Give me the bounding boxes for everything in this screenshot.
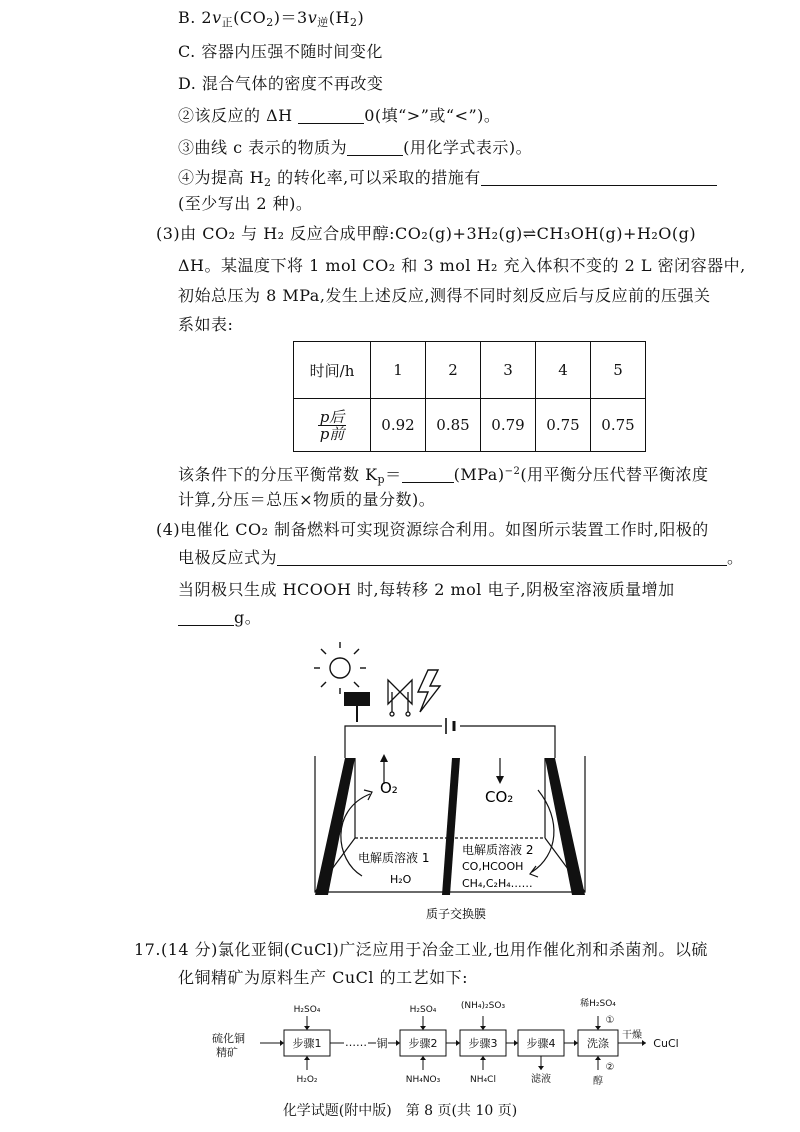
item-4-text-a: ④为提高 H xyxy=(178,168,265,187)
step-2-input-bottom: NH₄NO₃ xyxy=(405,1075,441,1085)
co2-label: CO₂ xyxy=(485,788,514,806)
raw-material-label-1: 硫化铜 xyxy=(212,1032,245,1045)
item-4: ④为提高 $H_2$ 的转化率,可以采取的措施有 xyxy=(178,166,717,195)
item-3 xyxy=(178,136,532,160)
lightning-icon xyxy=(418,670,440,712)
answer-blank[interactable] xyxy=(481,167,717,186)
step-1-input-bottom: H₂O₂ xyxy=(296,1075,318,1085)
q17-line1: 17.(14 分)氯化亚铜(CuCl)广泛应用于冶金工业,也用作催化剂和杀菌剂。以硫 xyxy=(134,940,708,959)
circulation-arrow xyxy=(532,790,554,872)
table-header-ratio xyxy=(294,399,371,452)
o2-label: O₂ xyxy=(380,779,398,797)
q4-line2: 电极反应式为 。 xyxy=(178,548,744,567)
table-cell: 0.92 xyxy=(371,399,426,452)
answer-blank[interactable] xyxy=(402,464,454,483)
table-cell: 3 xyxy=(481,342,536,399)
wash-input-top: 稀H₂SO₄ xyxy=(580,999,616,1009)
step-4-output-bottom: 滤液 xyxy=(531,1074,551,1085)
windmill-icon xyxy=(388,680,412,716)
table-cell: 0.75 xyxy=(536,399,591,452)
raw-material-label-2: 精矿 xyxy=(216,1046,238,1059)
pressure-table xyxy=(293,341,646,452)
solar-panel-icon xyxy=(344,692,370,722)
answer-blank[interactable] xyxy=(347,137,403,156)
ratio-denominator: p前 xyxy=(319,424,345,443)
wash-step-1-marker: ① xyxy=(605,1015,615,1026)
solution-2-label: 电解质溶液 2 xyxy=(462,843,534,857)
table-cell: 4 xyxy=(536,342,591,399)
q17-line2: 化铜精矿为原料生产 CuCl 的工艺如下: xyxy=(178,968,468,987)
copper-label: 铜 xyxy=(376,1037,388,1050)
q3-after1-c: (用平衡分压代替平衡浓度 xyxy=(520,465,709,484)
q3-after1: 该条件下的分压平衡常数 $K_p= (MPa)^{-2}$(用平衡分压代替平衡浓度 xyxy=(178,465,709,486)
ratio-numerator: p后 xyxy=(319,407,345,426)
answer-blank[interactable] xyxy=(298,105,364,124)
h2o-label: H₂O xyxy=(390,873,412,886)
ellipsis-label: …… xyxy=(345,1036,367,1049)
wash-label: 洗涤 xyxy=(587,1037,609,1050)
products-label-1: CO,HCOOH xyxy=(462,860,524,873)
answer-blank[interactable] xyxy=(277,547,727,566)
q3-line4: 系如表: xyxy=(178,315,234,334)
item-2 xyxy=(178,104,500,128)
q3-line2: ΔH。某温度下将 1 mol CO₂ 和 3 mol H₂ 充入体积不变的 2 L 密闭容器中, xyxy=(178,256,746,275)
wash-input-bottom: 醇 xyxy=(593,1076,603,1087)
membrane-label: 质子交换膜 xyxy=(426,907,487,921)
q4-line2-text: 电极反应式为 xyxy=(178,548,278,567)
step-3-input-bottom: NH₄Cl xyxy=(470,1075,496,1085)
q3-line1: (3)由 CO₂ 与 H₂ 反应合成甲醇:CO₂(g)+3H₂(g)⇌CH₃OH(g)+H₂O(g) xyxy=(156,224,697,243)
q3-line3: 初始总压为 8 MPa,发生上述反应,测得不同时刻反应后与反应前的压强关 xyxy=(178,286,711,305)
circuit-wire xyxy=(345,726,555,758)
step-2-input-top: H₂SO₄ xyxy=(409,1005,437,1015)
step-2-label: 步骤2 xyxy=(408,1037,438,1050)
item-4-text-b: 的转化率,可以采取的措施有 xyxy=(277,168,481,187)
pressure-ratio-fraction xyxy=(318,409,347,442)
q3-after1-b: (MPa) xyxy=(453,465,505,484)
page-footer: 化学试题(附中版) 第 8 页(共 10 页) xyxy=(282,1103,518,1119)
anode-electrode xyxy=(315,758,355,895)
option-b: B. $2v_正(CO_2)=3v_逆(H_2)$ xyxy=(178,8,365,29)
q4-line3: 当阴极只生成 HCOOH 时,每转移 2 mol 电子,阴极室溶液质量增加 xyxy=(178,580,675,599)
solution-1-label: 电解质溶液 1 xyxy=(358,851,430,865)
step-3-label: 步骤3 xyxy=(468,1037,498,1050)
item-2-text-a: ②该反应的 ΔH xyxy=(178,106,293,125)
table-cell: 2 xyxy=(426,342,481,399)
table-cell: 1 xyxy=(371,342,426,399)
item-3-text-b: (用化学式表示)。 xyxy=(403,138,533,157)
item-4-cont: (至少写出 2 种)。 xyxy=(178,194,313,213)
step-3-input-top: (NH₄)₂SO₃ xyxy=(460,1001,506,1011)
cathode-electrode xyxy=(545,758,585,895)
table-row xyxy=(294,342,646,399)
table-header-time: 时间/h xyxy=(294,342,371,399)
products-label-2: CH₄,C₂H₄…… xyxy=(462,877,533,890)
process-flowchart xyxy=(206,996,706,1092)
table-cell: 0.75 xyxy=(591,399,646,452)
table-cell: 5 xyxy=(591,342,646,399)
wash-step-2-marker: ② xyxy=(605,1062,615,1073)
electrolysis-cell-diagram xyxy=(300,640,600,925)
item-2-text-b: 0(填“>”或“<”)。 xyxy=(364,106,501,125)
dry-label: 干燥 xyxy=(622,1030,642,1041)
step-4-label: 步骤4 xyxy=(526,1037,556,1050)
item-3-text-a: ③曲线 c 表示的物质为 xyxy=(178,138,348,157)
step-1-label: 步骤1 xyxy=(292,1037,322,1050)
q3-after1-a: 该条件下的分压平衡常数 K xyxy=(178,465,378,484)
q4-line4 xyxy=(178,606,261,630)
product-label: CuCl xyxy=(653,1037,679,1050)
proton-exchange-membrane xyxy=(442,758,460,895)
q4-line1: (4)电催化 CO₂ 制备燃料可实现资源综合利用。如图所示装置工作时,阳极的 xyxy=(156,520,709,539)
table-cell: 0.85 xyxy=(426,399,481,452)
option-d: D. 混合气体的密度不再改变 xyxy=(178,74,384,93)
battery-icon xyxy=(446,718,454,734)
sun-icon xyxy=(314,642,366,694)
table-row xyxy=(294,399,646,452)
option-c: C. 容器内压强不随时间变化 xyxy=(178,42,383,61)
q4-line4-text: g。 xyxy=(234,608,262,627)
q3-after2: 计算,分压＝总压×物质的量分数)。 xyxy=(178,490,436,509)
step-1-input-top: H₂SO₄ xyxy=(293,1005,321,1015)
table-cell: 0.79 xyxy=(481,399,536,452)
answer-blank[interactable] xyxy=(178,607,234,626)
